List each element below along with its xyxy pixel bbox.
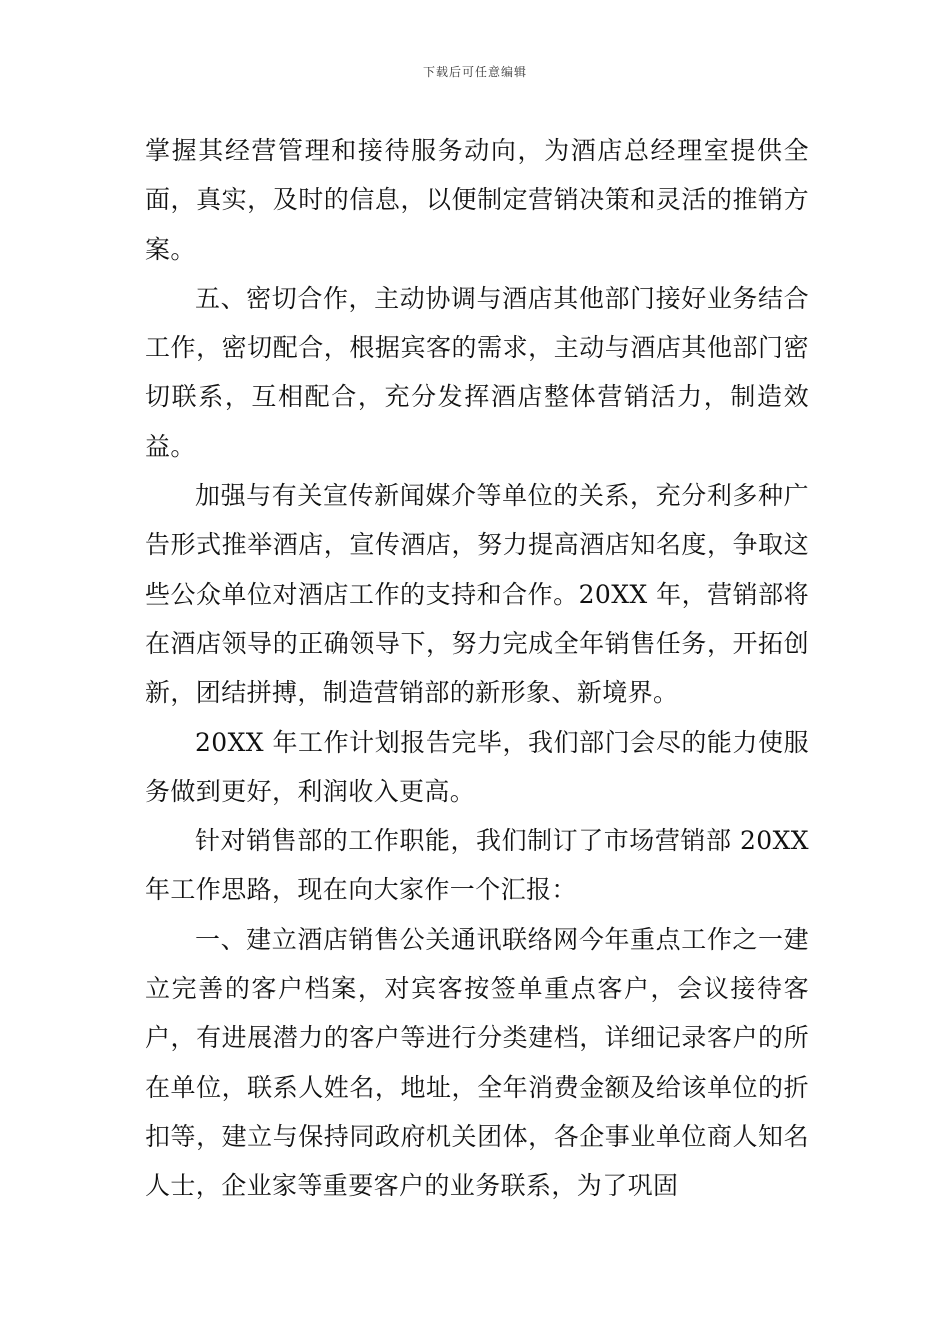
paragraph-work-ideas-intro: 针对销售部的工作职能，我们制订了市场营销部 20XX 年工作思路，现在向大家作一个汇报： xyxy=(145,826,809,905)
paragraph-sales-network: 一、建立酒店销售公关通讯联络网今年重点工作之一建立完善的客户档案，对宾客按签单重点客户，会议接待客户，有进展潜力的客户等进行分类建档，详细记录客户的所在单位，联系人姓名，地址，全年消费金额及给该单位的折扣等，建立与保持同政府机关团体，各企事业单位商人知名人士，企业家等重要客户的业务联系，为了巩固 xyxy=(145,924,809,1201)
paragraph-report-conclusion: 20XX 年工作计划报告完毕，我们部门会尽的能力使服务做到更好，利润收入更高。 xyxy=(145,727,809,806)
paragraph-cooperation: 五、密切合作，主动协调与酒店其他部门接好业务结合工作，密切配合，根据宾客的需求，主动与酒店其他部门密切联系，互相配合，充分发挥酒店整体营销活力，制造效益。 xyxy=(145,283,809,461)
page-header-note: 下载后可任意编辑 xyxy=(422,65,527,79)
paragraph-media-relations: 加强与有关宣传新闻媒介等单位的关系，充分利多种广告形式推举酒店，宣传酒店，努力提高酒店知名度，争取这些公众单位对酒店工作的支持和合作。20XX 年，营销部将在酒店领导的正确领导下，努力完成全年销售任务，开拓创新，团结拼搏，制造营销部的新形象、新境界。 xyxy=(145,481,809,708)
paragraph-continuation: 掌握其经营管理和接待服务动向，为酒店总经理室提供全面，真实，及时的信息，以便制定营销决策和灵活的推销方案。 xyxy=(145,136,809,264)
document-body xyxy=(145,126,809,1211)
